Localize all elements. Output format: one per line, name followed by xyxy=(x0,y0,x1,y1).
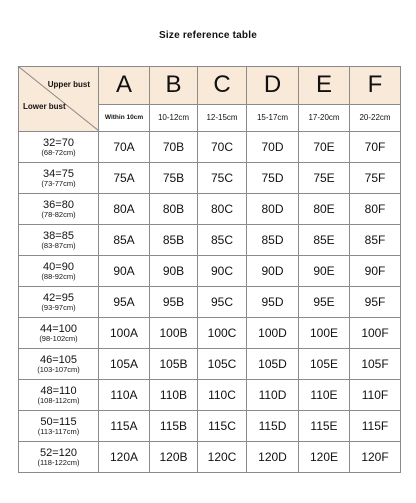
table-row xyxy=(19,380,401,411)
lower-bust-cell xyxy=(19,225,99,256)
table-header xyxy=(19,67,401,132)
size-cell: 90E xyxy=(299,256,350,287)
size-cell: 75B xyxy=(150,163,198,194)
size-cell: 110C xyxy=(198,380,247,411)
lower-bust-cell xyxy=(19,163,99,194)
size-cell: 120F xyxy=(350,442,401,473)
corner-cell xyxy=(19,67,99,132)
table-body xyxy=(19,132,401,473)
band-cm-range: (108-112cm) xyxy=(37,395,80,405)
size-cell: 120A xyxy=(99,442,150,473)
size-cell: 105F xyxy=(350,349,401,380)
size-cell: 120D xyxy=(247,442,299,473)
band-size: 52=120 xyxy=(39,446,77,459)
size-cell: 95C xyxy=(198,287,247,318)
band-size: 46=105 xyxy=(39,353,77,366)
band-cm-range: (118-122cm) xyxy=(37,457,80,467)
band-cm-range: (113-117cm) xyxy=(37,426,80,436)
size-cell: 85F xyxy=(350,225,401,256)
cup-letter: B xyxy=(150,67,198,105)
size-cell: 75F xyxy=(350,163,401,194)
cup-letter: D xyxy=(247,67,299,105)
size-cell: 105D xyxy=(247,349,299,380)
cup-letter: E xyxy=(299,67,350,105)
cup-range: 20-22cm xyxy=(350,104,401,131)
lower-bust-cell xyxy=(19,318,99,349)
size-cell: 75E xyxy=(299,163,350,194)
band-size: 38=85 xyxy=(43,229,74,242)
band-size: 36=80 xyxy=(43,198,74,211)
band-cm-range: (83-87cm) xyxy=(41,240,76,250)
cup-range: 15-17cm xyxy=(247,104,299,131)
lower-bust-cell xyxy=(19,132,99,163)
size-cell: 120C xyxy=(198,442,247,473)
size-cell: 95B xyxy=(150,287,198,318)
size-cell: 75D xyxy=(247,163,299,194)
band-size: 32=70 xyxy=(43,136,74,149)
size-cell: 100F xyxy=(350,318,401,349)
band-size: 42=95 xyxy=(43,291,74,304)
cup-range: 10-12cm xyxy=(150,104,198,131)
band-size: 44=100 xyxy=(39,322,77,335)
size-cell: 105A xyxy=(99,349,150,380)
size-cell: 105E xyxy=(299,349,350,380)
size-cell: 80D xyxy=(247,194,299,225)
band-cm-range: (93-97cm) xyxy=(41,302,76,312)
size-cell: 115A xyxy=(99,411,150,442)
band-size: 50=115 xyxy=(40,415,77,428)
band-cm-range: (103-107cm) xyxy=(37,364,80,374)
size-cell: 70A xyxy=(99,132,150,163)
size-cell: 110A xyxy=(99,380,150,411)
table-row xyxy=(19,256,401,287)
size-cell: 115E xyxy=(299,411,350,442)
cup-range: 12-15cm xyxy=(198,104,247,131)
size-cell: 100C xyxy=(198,318,247,349)
size-cell: 70C xyxy=(198,132,247,163)
size-cell: 105C xyxy=(198,349,247,380)
size-cell: 90C xyxy=(198,256,247,287)
band-cm-range: (98-102cm) xyxy=(39,333,78,343)
lower-bust-cell xyxy=(19,349,99,380)
table-row xyxy=(19,194,401,225)
size-table xyxy=(18,66,401,473)
size-cell: 120B xyxy=(150,442,198,473)
table-row xyxy=(19,225,401,256)
size-cell: 95E xyxy=(299,287,350,318)
size-cell: 70B xyxy=(150,132,198,163)
size-cell: 105B xyxy=(150,349,198,380)
size-cell: 85A xyxy=(99,225,150,256)
lower-bust-cell xyxy=(19,194,99,225)
size-cell: 90A xyxy=(99,256,150,287)
size-cell: 120E xyxy=(299,442,350,473)
upper-bust-label: Upper bust xyxy=(47,80,90,89)
lower-bust-label: Lower bust xyxy=(23,102,66,111)
size-cell: 85B xyxy=(150,225,198,256)
lower-bust-cell xyxy=(19,442,99,473)
size-cell: 95F xyxy=(350,287,401,318)
lower-bust-cell xyxy=(19,256,99,287)
table-row xyxy=(19,163,401,194)
size-cell: 80A xyxy=(99,194,150,225)
size-cell: 70D xyxy=(247,132,299,163)
table-row xyxy=(19,132,401,163)
size-cell: 80C xyxy=(198,194,247,225)
size-cell: 85D xyxy=(247,225,299,256)
table-row xyxy=(19,411,401,442)
size-cell: 80E xyxy=(299,194,350,225)
size-cell: 110B xyxy=(150,380,198,411)
table-row xyxy=(19,287,401,318)
size-cell: 110D xyxy=(247,380,299,411)
size-cell: 90B xyxy=(150,256,198,287)
size-cell: 115C xyxy=(198,411,247,442)
table-row xyxy=(19,442,401,473)
band-cm-range: (78-82cm) xyxy=(41,209,76,219)
size-cell: 90F xyxy=(350,256,401,287)
cup-range: 17-20cm xyxy=(299,104,350,131)
size-cell: 100A xyxy=(99,318,150,349)
size-cell: 75C xyxy=(198,163,247,194)
size-cell: 95D xyxy=(247,287,299,318)
diagonal-divider xyxy=(19,67,99,131)
band-cm-range: (88-92cm) xyxy=(41,271,76,281)
band-size: 48=110 xyxy=(40,384,77,397)
size-cell: 110E xyxy=(299,380,350,411)
band-cm-range: (73-77cm) xyxy=(41,178,76,188)
cup-letter: A xyxy=(99,67,150,105)
size-cell: 115F xyxy=(350,411,401,442)
size-cell: 100E xyxy=(299,318,350,349)
cup-letter: C xyxy=(198,67,247,105)
size-cell: 85E xyxy=(299,225,350,256)
table-row xyxy=(19,349,401,380)
band-cm-range: (68-72cm) xyxy=(41,147,76,157)
size-cell: 70E xyxy=(299,132,350,163)
band-size: 40=90 xyxy=(43,260,74,273)
size-cell: 85C xyxy=(198,225,247,256)
size-cell: 80F xyxy=(350,194,401,225)
size-cell: 90D xyxy=(247,256,299,287)
lower-bust-cell xyxy=(19,380,99,411)
size-cell: 75A xyxy=(99,163,150,194)
size-cell: 80B xyxy=(150,194,198,225)
band-size: 34=75 xyxy=(43,167,74,180)
cup-range: Within 10cm xyxy=(99,104,150,131)
table-row xyxy=(19,318,401,349)
lower-bust-cell xyxy=(19,411,99,442)
size-cell: 70F xyxy=(350,132,401,163)
size-cell: 115D xyxy=(247,411,299,442)
cup-letter: F xyxy=(350,67,401,105)
size-cell: 100B xyxy=(150,318,198,349)
size-cell: 95A xyxy=(99,287,150,318)
size-cell: 110F xyxy=(350,380,401,411)
header-letter-row xyxy=(19,67,401,105)
lower-bust-cell xyxy=(19,287,99,318)
page-title: Size reference table xyxy=(159,30,257,41)
size-cell: 115B xyxy=(150,411,198,442)
size-cell: 100D xyxy=(247,318,299,349)
